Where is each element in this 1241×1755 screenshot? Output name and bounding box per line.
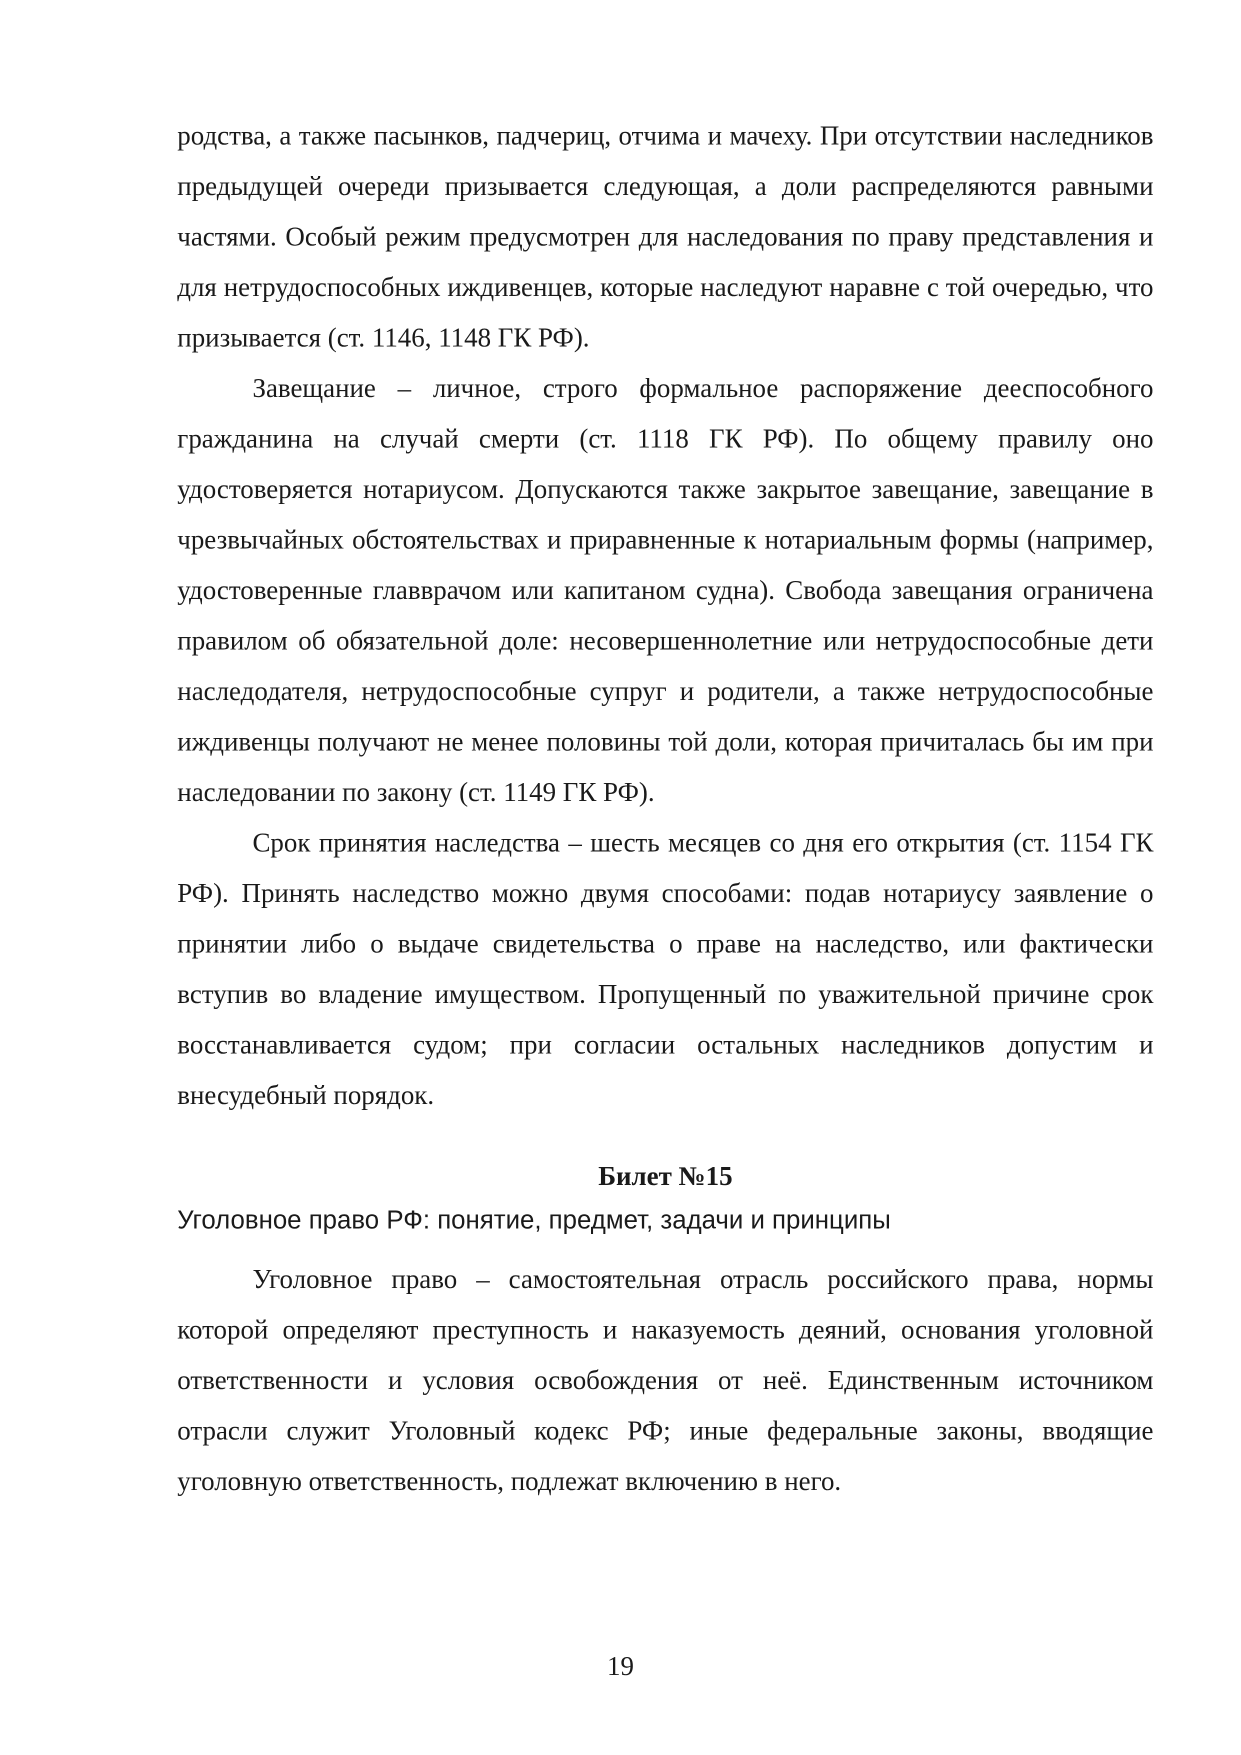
ticket-heading: Билет №15 (598, 1162, 733, 1192)
paragraph-criminal-law: Уголовное право – самостоятельная отрасль российского права, нормы которой определяют преступность и наказуемость деяний, основания уголовной ответственности и условия освобождения от неё. Единственным источником отрасли служит Уголовный кодекс РФ; иные федеральные законы, вводящие уголовную ответственность, подлежат включению в него. (177, 1265, 1154, 1497)
paragraph-acceptance-term: Срок принятия наследства – шесть месяцев со дня его открытия (ст. 1154 ГК РФ). Принять наследство можно двумя способами: подав нотариусу заявление о принятии либо о выдаче свидетельства о праве на наследство, или фактически вступив во владение имуществом. Пропущенный по уважительной причине срок восстанавливается судом; при согласии остальных наследников допустим и внесудебный порядок. (177, 829, 1154, 1111)
ticket-section (177, 1155, 1153, 1508)
paragraph-testament: Завещание – личное, строго формальное распоряжение дееспособного гражданина на случай смерти (ст. 1118 ГК РФ). По общему правилу оно удостоверяется нотариусом. Допускаются также закрытое завещание, завещание в чрезвычайных обстоятельствах и приравненные к нотариальным формы (например, удостоверенные главврачом или капитаном судна). Свобода завещания ограничена правилом об обязательной доле: несовершеннолетние или нетрудоспособные дети наследодателя, нетрудоспособные супруг и родители, а также нетрудоспособные иждивенцы получают не менее половины той доли, которая причиталась бы им при наследовании по закону (ст. 1149 ГК РФ). (177, 374, 1154, 808)
paragraph-inheritance-order: родства, а также пасынков, падчериц, отчима и мачеху. При отсутствии наследников предыдущей очереди призывается следующая, а доли распределяются равными частями. Особый режим предусмотрен для наследования по праву представления и для нетрудоспособных иждивенцев, которые наследуют наравне с той очередью, что призывается (ст. 1146, 1148 ГК РФ). (177, 122, 1154, 354)
ticket-subtitle: Уголовное право РФ: понятие, предмет, задачи и принципы (177, 1205, 891, 1235)
page-number: 19 (607, 1652, 634, 1682)
body-text (177, 112, 1153, 1508)
